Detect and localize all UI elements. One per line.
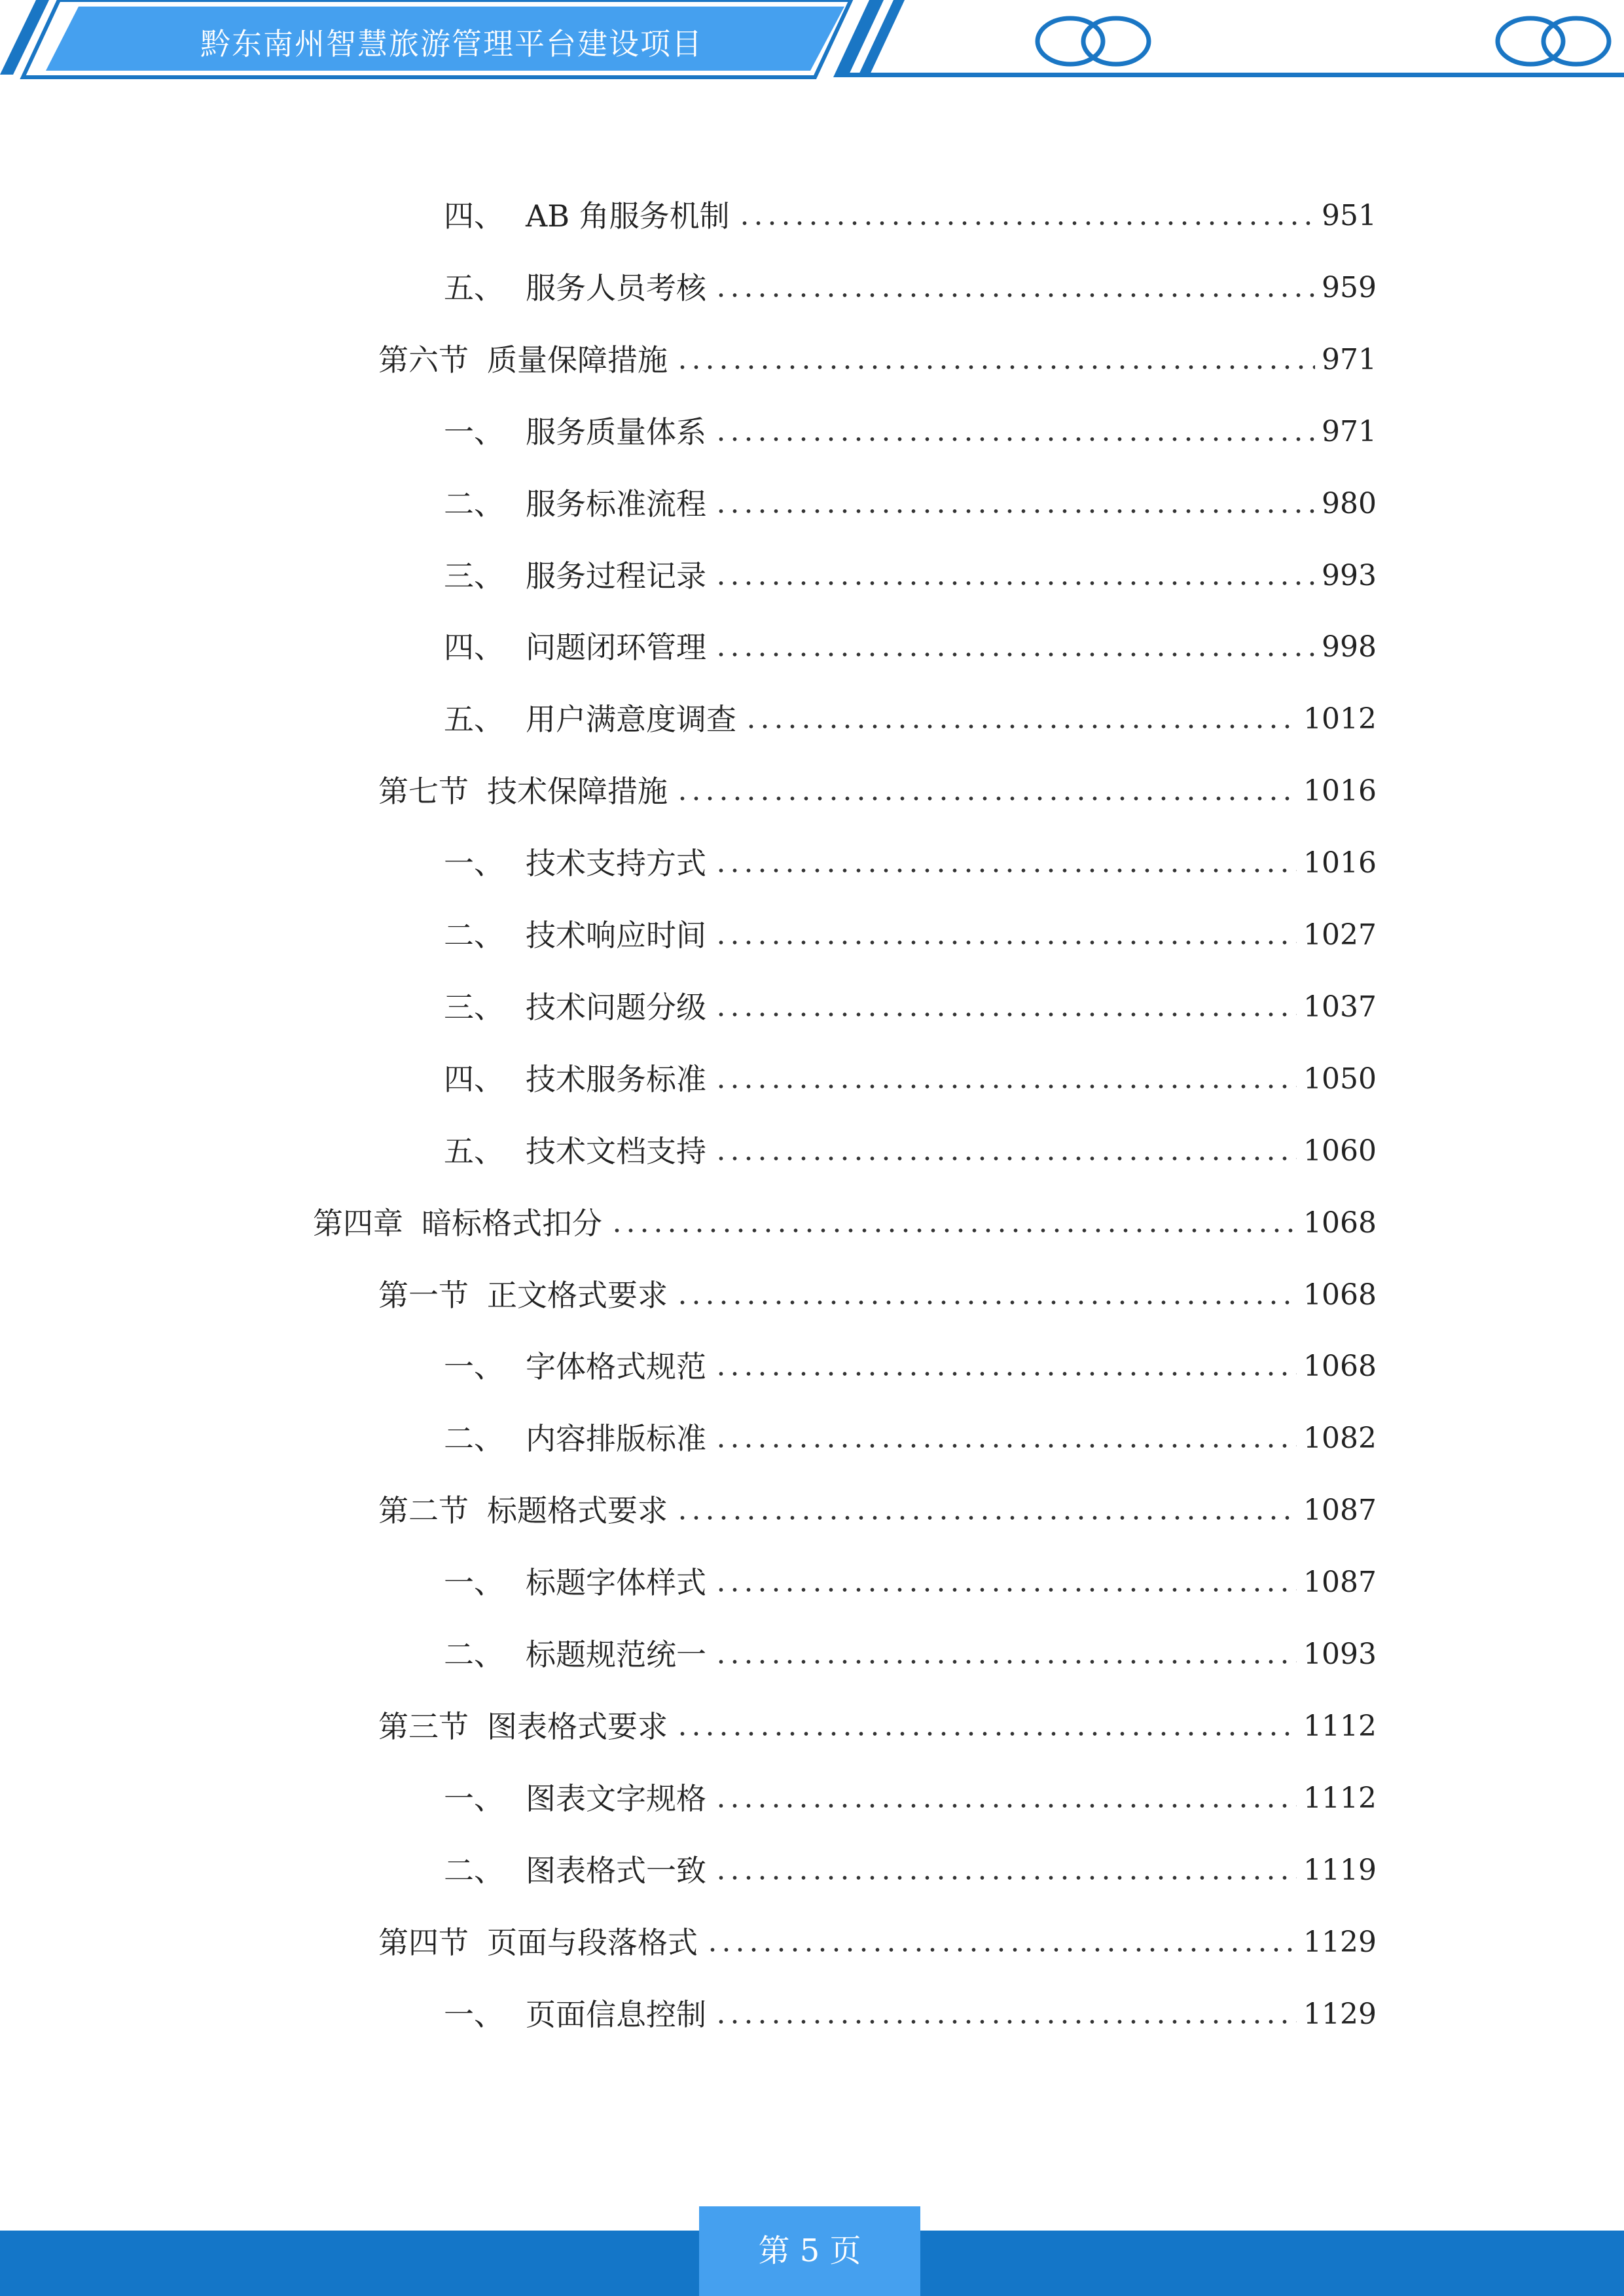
toc-dot-leader [714,939,1297,946]
toc-entry-page: 1016 [1303,774,1377,808]
toc-entry-page: 1060 [1303,1134,1377,1168]
toc-entry[interactable] [444,1406,1377,1458]
page-number: 第 5 页 [699,2206,920,2296]
toc-entry-label: 服务质量体系 [526,414,706,450]
toc-entry[interactable] [444,1838,1377,1890]
toc-entry-label: 暗标格式扣分 [422,1205,602,1241]
toc-entry-label: 服务人员考核 [526,270,706,306]
toc-entry-page: 1068 [1303,1278,1377,1312]
toc-entry-number: 一、 [444,414,504,450]
toc-entry[interactable] [444,975,1377,1027]
toc-dot-leader [706,1946,1297,1953]
toc-entry[interactable] [444,543,1377,596]
toc-entry[interactable] [378,1263,1377,1315]
toc-entry-number: 第三节 [378,1708,469,1744]
toc-dot-leader [714,1371,1297,1377]
toc-dot-leader [676,1515,1297,1521]
toc-entry-number: 第七节 [378,774,469,810]
toc-entry-label: 标题字体样式 [526,1565,706,1601]
toc-entry-label: 标题格式要求 [487,1493,668,1529]
document-title: 黔东南州智慧旅游管理平台建设项目 [200,26,703,62]
toc-entry-number: 一、 [444,1349,504,1385]
toc-entry-number: 一、 [444,1780,504,1816]
toc-entry-label: 图表文字规格 [526,1780,706,1816]
toc-entry-label: 技术文档支持 [526,1133,706,1169]
toc-entry[interactable] [444,471,1377,524]
toc-entry-label: 技术保障措施 [487,774,668,810]
toc-entry-label: AB 角服务机制 [526,198,730,234]
double-ring-icon [1038,18,1149,64]
toc-entry-number: 第四节 [378,1924,469,1960]
double-ring-icon [1498,18,1609,64]
toc-dot-leader [714,1083,1297,1090]
toc-entry-page: 1129 [1303,1997,1377,2031]
toc-entry-number: 四、 [444,630,504,666]
toc-entry-number: 一、 [444,1565,504,1601]
toc-entry[interactable] [444,1982,1377,2034]
toc-entry-number: 四、 [444,1061,504,1097]
toc-entry-label: 字体格式规范 [526,1349,706,1385]
toc-entry-label: 技术响应时间 [526,918,706,953]
toc-entry[interactable] [444,255,1377,308]
toc-entry[interactable] [378,1694,1377,1746]
toc-entry-page: 951 [1322,199,1377,232]
toc-entry[interactable] [378,327,1377,380]
toc-dot-leader [610,1227,1297,1234]
toc-dot-leader [676,1731,1297,1737]
toc-dot-leader [714,651,1315,658]
toc-entry[interactable] [313,1191,1377,1243]
toc-entry[interactable] [444,183,1377,236]
toc-entry-number: 一、 [444,1996,504,2032]
toc-entry-page: 1087 [1303,1566,1377,1600]
toc-entry-number: 二、 [444,1421,504,1457]
toc-entry[interactable] [444,1334,1377,1386]
toc-entry[interactable] [444,1622,1377,1674]
toc-entry-page: 1016 [1303,846,1377,880]
toc-entry-page: 1087 [1303,1494,1377,1528]
toc-dot-leader [714,436,1315,442]
toc-entry-page: 971 [1322,414,1377,448]
toc-entry[interactable] [444,615,1377,667]
toc-dot-leader [744,723,1297,730]
toc-entry-number: 五、 [444,270,504,306]
toc-dot-leader [714,1659,1297,1665]
toc-dot-leader [714,508,1315,514]
toc-dot-leader [676,1299,1297,1306]
toc-entry-page: 1027 [1303,918,1377,952]
toc-entry-number: 一、 [444,846,504,882]
toc-dot-leader [714,1443,1297,1449]
toc-entry[interactable] [444,1119,1377,1171]
toc-entry-label: 正文格式要求 [487,1277,668,1313]
toc-entry-label: 用户满意度调查 [526,702,736,738]
toc-entry-number: 五、 [444,702,504,738]
toc-entry-page: 1012 [1303,702,1377,736]
toc-dot-leader [714,1155,1297,1162]
toc-entry-label: 问题闭环管理 [526,630,706,666]
toc-entry-number: 三、 [444,989,504,1025]
toc-entry-number: 二、 [444,918,504,953]
toc-dot-leader [714,580,1315,586]
toc-entry-number: 二、 [444,1637,504,1672]
toc-dot-leader [676,795,1297,802]
toc-entry[interactable] [444,831,1377,883]
toc-entry-number: 二、 [444,1852,504,1888]
toc-entry[interactable] [444,399,1377,452]
toc-entry-number: 第一节 [378,1277,469,1313]
toc-dot-leader [714,1011,1297,1018]
toc-entry-page: 971 [1322,342,1377,376]
toc-entry-label: 服务过程记录 [526,558,706,594]
toc-dot-leader [714,1874,1297,1881]
toc-entry-label: 标题规范统一 [526,1637,706,1672]
toc-entry-number: 第四章 [313,1205,403,1241]
toc-entry-label: 内容排版标准 [526,1421,706,1457]
toc-entry-label: 技术服务标准 [526,1061,706,1097]
toc-entry-page: 1082 [1303,1422,1377,1456]
toc-entry[interactable] [444,1550,1377,1602]
toc-entry-number: 第六节 [378,342,469,378]
page-header [0,0,1624,85]
toc-dot-leader [676,364,1315,370]
toc-dot-leader [714,1803,1297,1809]
toc-entry-page: 1050 [1303,1062,1377,1096]
toc-entry-page: 959 [1322,270,1377,304]
toc-entry[interactable] [444,1766,1377,1818]
toc-entry-page: 1112 [1303,1709,1377,1743]
toc-entry-number: 二、 [444,486,504,522]
toc-entry-number: 四、 [444,198,504,234]
toc-entry-page: 1112 [1303,1781,1377,1815]
toc-entry-label: 技术支持方式 [526,846,706,882]
toc-entry-page: 993 [1322,558,1377,592]
header-rule [844,73,1624,77]
toc-entry[interactable] [444,1047,1377,1099]
toc-entry-page: 1129 [1303,1925,1377,1959]
toc-dot-leader [738,220,1315,226]
toc-dot-leader [714,292,1315,298]
toc-entry[interactable] [444,687,1377,739]
toc-entry-page: 1093 [1303,1638,1377,1671]
toc-entry-label: 页面与段落格式 [487,1924,698,1960]
toc-entry-label: 图表格式要求 [487,1708,668,1744]
toc-entry-label: 质量保障措施 [487,342,668,378]
toc-entry-label: 图表格式一致 [526,1852,706,1888]
toc-entry-page: 1037 [1303,990,1377,1024]
toc-entry-label: 服务标准流程 [526,486,706,522]
toc-entry-page: 998 [1322,630,1377,664]
toc-entry-label: 页面信息控制 [526,1996,706,2032]
toc-entry-page: 980 [1322,486,1377,520]
toc-entry-number: 第二节 [378,1493,469,1529]
toc-dot-leader [714,2018,1297,2025]
toc-entry[interactable] [378,759,1377,811]
toc-entry-page: 1119 [1303,1853,1377,1887]
toc-entry[interactable] [378,1910,1377,1962]
toc-entry[interactable] [444,903,1377,955]
toc-entry-number: 五、 [444,1133,504,1169]
toc-dot-leader [714,1587,1297,1593]
toc-entry[interactable] [378,1478,1377,1530]
toc-entry-page: 1068 [1303,1206,1377,1240]
toc-dot-leader [714,867,1297,874]
toc-entry-page: 1068 [1303,1350,1377,1384]
toc-entry-label: 技术问题分级 [526,989,706,1025]
toc-entry-number: 三、 [444,558,504,594]
